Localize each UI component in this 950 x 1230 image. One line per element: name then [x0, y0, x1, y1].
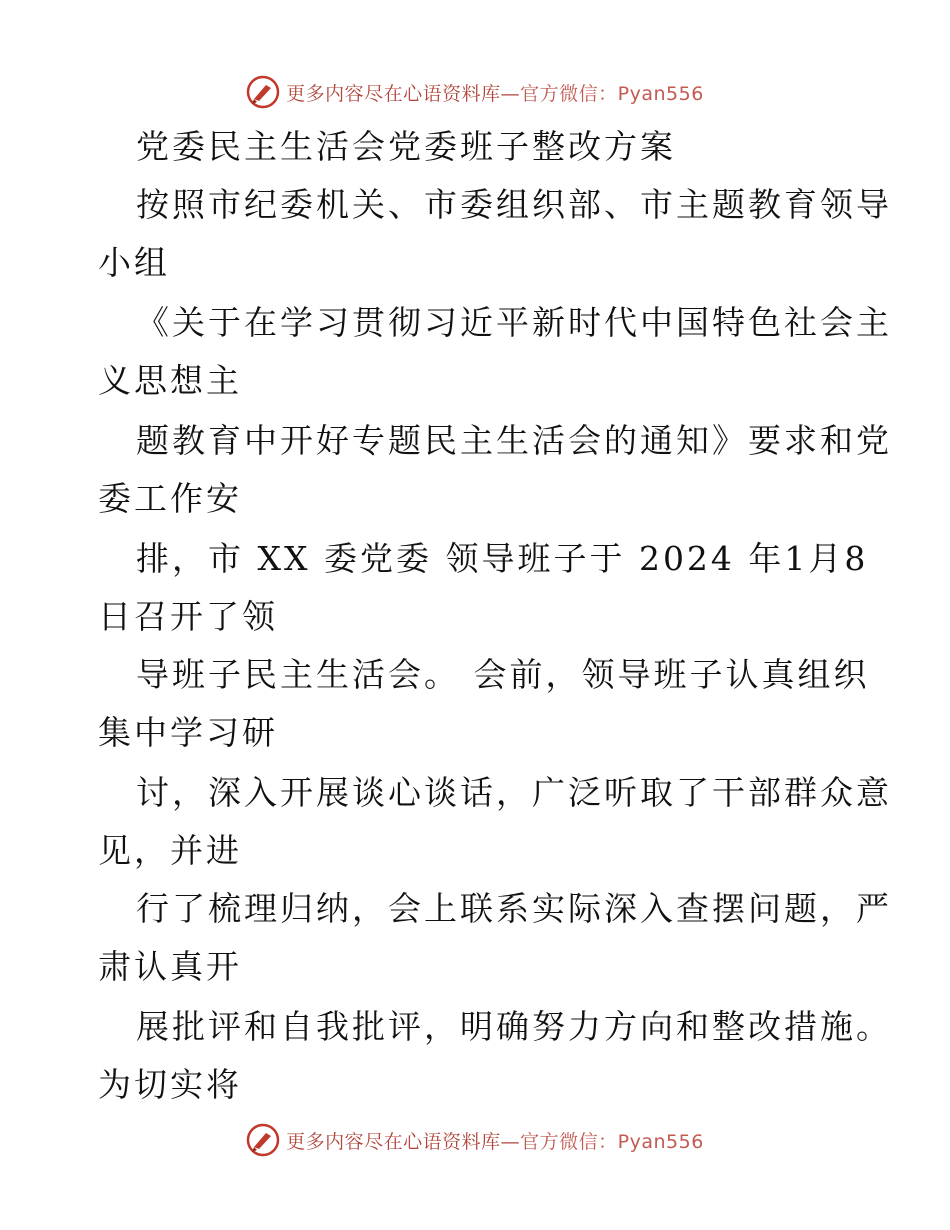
doc-line: 《关于在学习贯彻习近平新时代中国特色社会主: [136, 303, 892, 342]
pen-logo-icon: [246, 1123, 280, 1157]
doc-line: 讨，深入开展谈心谈话，广泛听取了干部群众意: [136, 773, 892, 812]
doc-line: 行了梳理归纳，会上联系实际深入查摆问题，严: [136, 889, 892, 928]
doc-line: 肃认真开: [98, 947, 242, 986]
doc-line: 委工作安: [98, 479, 242, 518]
doc-line: 题教育中开好专题民主生活会的通知》要求和党: [136, 421, 892, 460]
pen-logo-icon: [246, 75, 280, 109]
header-banner: [0, 70, 950, 114]
footer-banner: [0, 1118, 950, 1162]
doc-line: 按照市纪委机关、市委组织部、市主题教育领导: [136, 185, 892, 224]
doc-line: 排，市 XX 委党委 领导班子于 2024 年1月8: [136, 539, 869, 578]
doc-line: 义思想主: [98, 361, 242, 400]
banner-text: 更多内容尽在心语资料库—官方微信：Pyan556: [286, 82, 704, 105]
doc-line: 见，并进: [98, 831, 242, 870]
doc-line: 导班子民主生活会。 会前，领导班子认真组织: [136, 655, 870, 694]
doc-line: 集中学习研: [98, 713, 278, 752]
doc-line: 展批评和自我批评，明确努力方向和整改措施。: [136, 1007, 892, 1046]
doc-line: 日召开了领: [98, 597, 278, 636]
banner-text: 更多内容尽在心语资料库—官方微信：Pyan556: [286, 1130, 704, 1153]
doc-title: 党委民主生活会党委班子整改方案: [136, 127, 676, 166]
doc-line: 为切实将: [98, 1065, 242, 1104]
doc-line: 小组: [98, 243, 170, 282]
